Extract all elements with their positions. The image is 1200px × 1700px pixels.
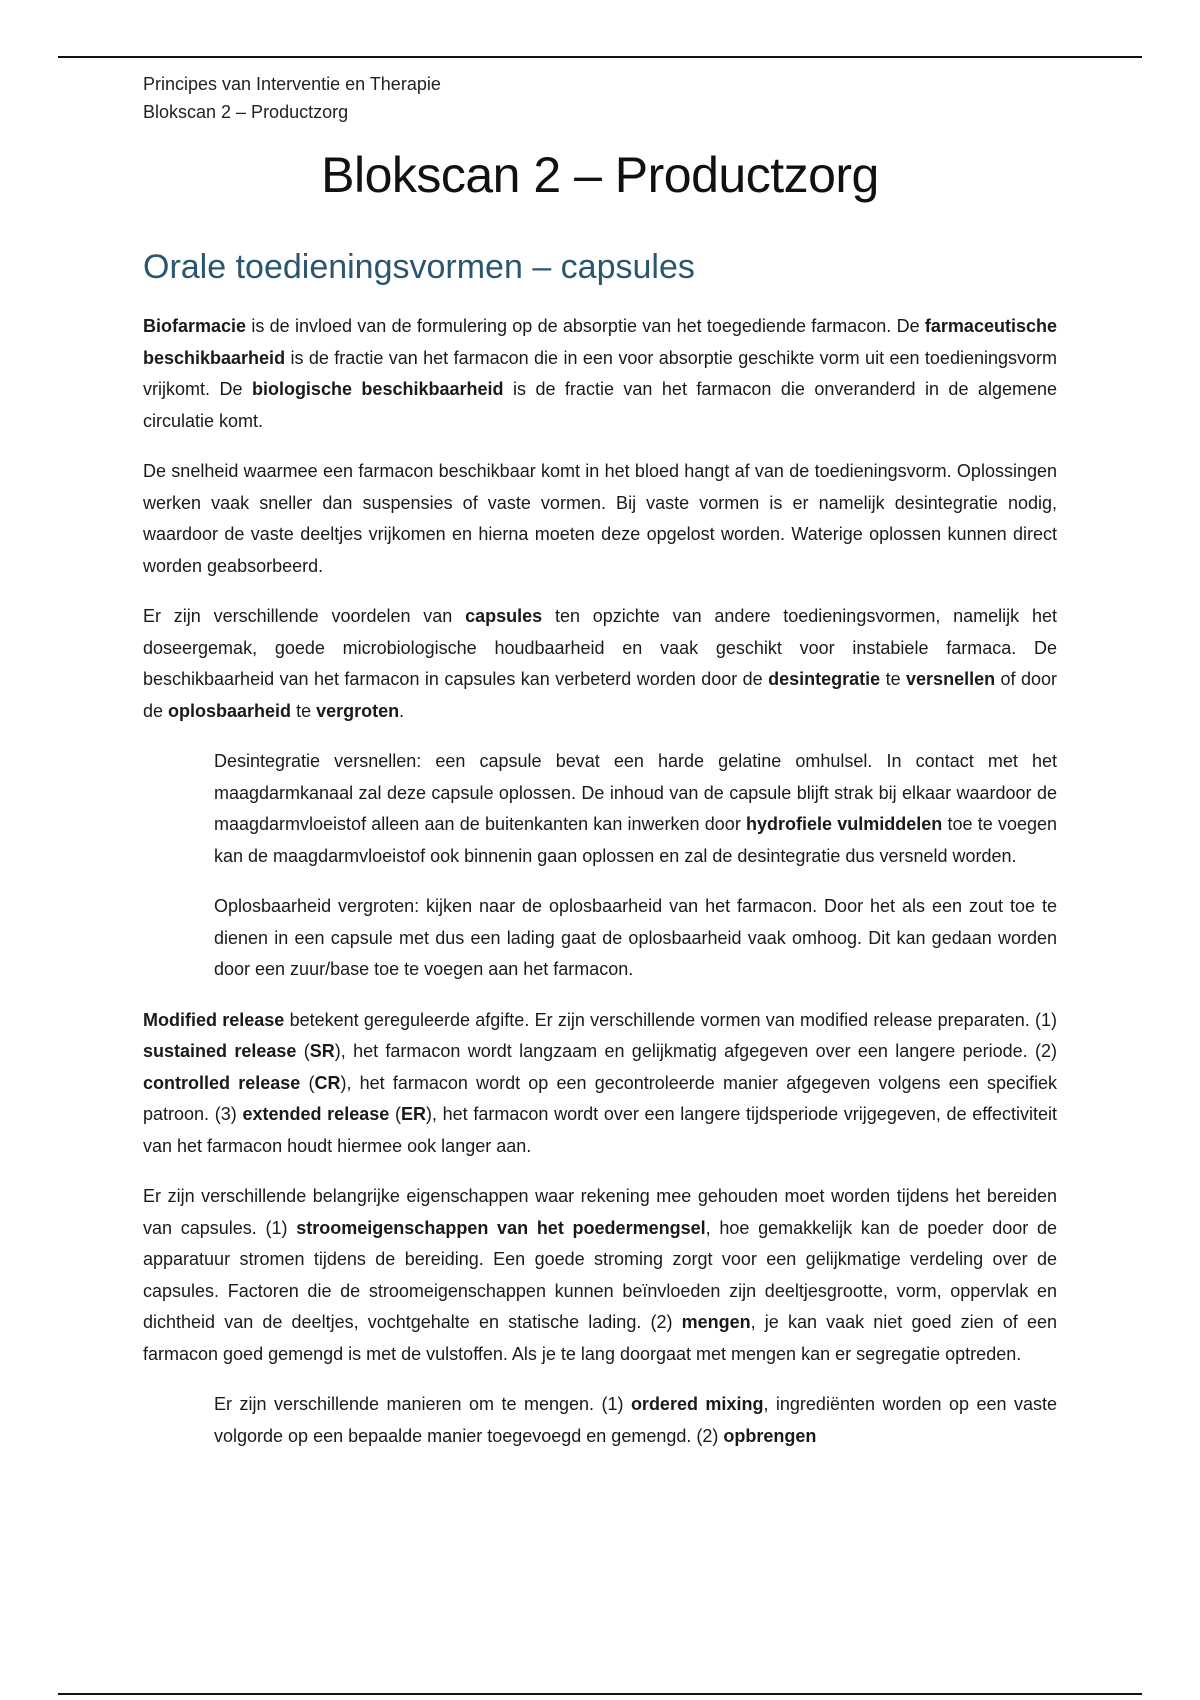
text-run: ( bbox=[389, 1104, 401, 1124]
text-run: ( bbox=[300, 1072, 315, 1093]
bold-term: mengen bbox=[681, 1312, 751, 1332]
bold-term: desintegratie bbox=[768, 669, 881, 689]
text-run: ( bbox=[296, 1041, 310, 1061]
text-run: ), het farmacon wordt op een gecontroleerde manier afgegeven volgens een specifiek patroon. (3) bbox=[143, 1072, 1057, 1124]
text-run: . bbox=[399, 700, 405, 721]
bold-term: ordered mixing bbox=[630, 1394, 764, 1414]
text-run: is de fractie van het farmacon die onveranderd in de algemene circulatie komt. bbox=[143, 379, 1057, 431]
bold-term: Modified release bbox=[143, 1009, 285, 1030]
text-run: Desintegratie versnellen: een capsule bevat een harde gelatine omhulsel. In contact met het maagdarmkanaal zal deze capsule oplossen. De inhoud van de capsule blijft strak bij elkaar waardoor de maagdarmvloeistof alleen aan de buitenkanten kan inwerken door bbox=[214, 751, 1057, 834]
bold-term: capsules bbox=[465, 606, 543, 626]
text-run: is de invloed van de formulering op de absorptie van het toegediende farmacon. De bbox=[246, 316, 925, 336]
bold-term: ER bbox=[400, 1104, 426, 1124]
bold-term: oplosbaarheid bbox=[168, 700, 292, 721]
top-rule bbox=[58, 56, 1142, 58]
indented-paragraph bbox=[214, 746, 1057, 872]
bold-term: stroomeigenschappen van het poedermengsel bbox=[296, 1217, 706, 1238]
text-run: ), het farmacon wordt langzaam en gelijkmatig afgegeven over een langere periode. (2) bbox=[334, 1041, 1057, 1061]
page-title: Blokscan 2 – Productzorg bbox=[321, 147, 879, 203]
text-run: , je kan vaak niet goed zien of een farmacon goed gemengd is met de vulstoffen. Als je te lang doorgaat met mengen kan er segregatie optreden. bbox=[143, 1312, 1057, 1364]
text-run: De snelheid waarmee een farmacon beschikbaar komt in het bloed hangt af van de toedieningsvorm. Oplossingen werken vaak sneller dan suspensies of vaste vormen. Bij vaste vormen is er namelijk desintegratie nodig, waardoor de vaste deeltjes vrijkomen en hierna moeten deze opgelost worden. Waterige oplossen kunnen direct worden geabsorbeerd. bbox=[143, 461, 1057, 576]
bold-term: biologische beschikbaarheid bbox=[251, 379, 504, 399]
text-run: is de fractie van het farmacon die in een voor absorptie geschikte vorm uit een toedieningsvorm vrijkomt. De bbox=[143, 347, 1057, 399]
text-run: te bbox=[880, 669, 907, 689]
bold-term: farmaceutische beschikbaarheid bbox=[143, 316, 1057, 368]
header-subtitle: Blokscan 2 – Productzorg bbox=[143, 102, 349, 122]
bold-term: CR bbox=[314, 1072, 341, 1093]
text-run: Oplosbaarheid vergroten: kijken naar de oplosbaarheid van het farmacon. Door het als een zout toe te dienen in een capsule met dus een lading gaat de oplosbaarheid vaak omhoog. Dit kan gedaan worden door een zuur/base toe te voegen aan het farmacon. bbox=[214, 896, 1057, 979]
bold-term: opbrengen bbox=[723, 1425, 817, 1446]
bold-term: Biofarmacie bbox=[143, 316, 247, 336]
text-run: of door de bbox=[143, 669, 1057, 721]
paragraph bbox=[143, 456, 1057, 582]
bottom-rule bbox=[58, 1693, 1142, 1695]
bold-term: versnellen bbox=[906, 669, 996, 689]
text-run: betekent gereguleerde afgifte. Er zijn verschillende vormen van modified release preparaten. (1) bbox=[284, 1009, 1058, 1030]
bold-term: SR bbox=[309, 1041, 335, 1061]
paragraph bbox=[143, 1005, 1057, 1163]
indented-paragraph bbox=[214, 1389, 1057, 1452]
indented-paragraph bbox=[214, 891, 1057, 986]
text-run: , hoe gemakkelijk kan de poeder door de apparatuur stromen tijdens de bereiding. Een goede stroming zorgt voor een gelijkmatige verdeling over de capsules. Factoren die de stroomeigenschappen kunnen beïnvloeden zijn deeltjesgrootte, vorm, oppervlak en dichtheid van de deeltjes, vochtgehalte en statische lading. (2) bbox=[143, 1217, 1057, 1332]
text-run: Er zijn verschillende voordelen van bbox=[143, 606, 466, 626]
body-text bbox=[143, 311, 1057, 1452]
paragraph bbox=[143, 311, 1057, 437]
text-run: ), het farmacon wordt over een langere tijdsperiode vrijgegeven, de effectiviteit van het farmacon houdt hiermee ook langer aan. bbox=[143, 1104, 1057, 1156]
text-run: te bbox=[291, 700, 317, 721]
bold-term: hydrofiele vulmiddelen bbox=[746, 814, 943, 834]
text-run: Er zijn verschillende belangrijke eigenschappen waar rekening mee gehouden moet worden tijdens het bereiden van capsules. (1) bbox=[143, 1186, 1057, 1238]
paragraph bbox=[143, 1181, 1057, 1370]
bold-term: extended release bbox=[242, 1104, 390, 1124]
bold-term: vergroten bbox=[316, 700, 400, 721]
text-run: toe te voegen kan de maagdarmvloeistof ook binnenin gaan oplossen en zal de desintegratie dus versneld worden. bbox=[214, 814, 1058, 866]
text-run: , ingrediënten worden op een vaste volgorde op een bepaalde manier toegevoegd en gemengd. (2) bbox=[214, 1394, 1057, 1446]
text-run: ten opzichte van andere toedieningsvormen, namelijk het doseergemak, goede microbiologische houdbaarheid en vaak geschikt voor instabiele farmaca. De beschikbaarheid van het farmacon in capsules kan verbeterd worden door de bbox=[143, 606, 1057, 689]
header-course: Principes van Interventie en Therapie bbox=[143, 74, 441, 94]
section-heading: Orale toedieningsvormen – capsules bbox=[143, 248, 695, 286]
bold-term: sustained release bbox=[143, 1041, 297, 1061]
bold-term: controlled release bbox=[143, 1072, 301, 1093]
text-run: Er zijn verschillende manieren om te mengen. (1) bbox=[214, 1394, 631, 1414]
paragraph bbox=[143, 601, 1057, 727]
running-header bbox=[143, 70, 441, 126]
